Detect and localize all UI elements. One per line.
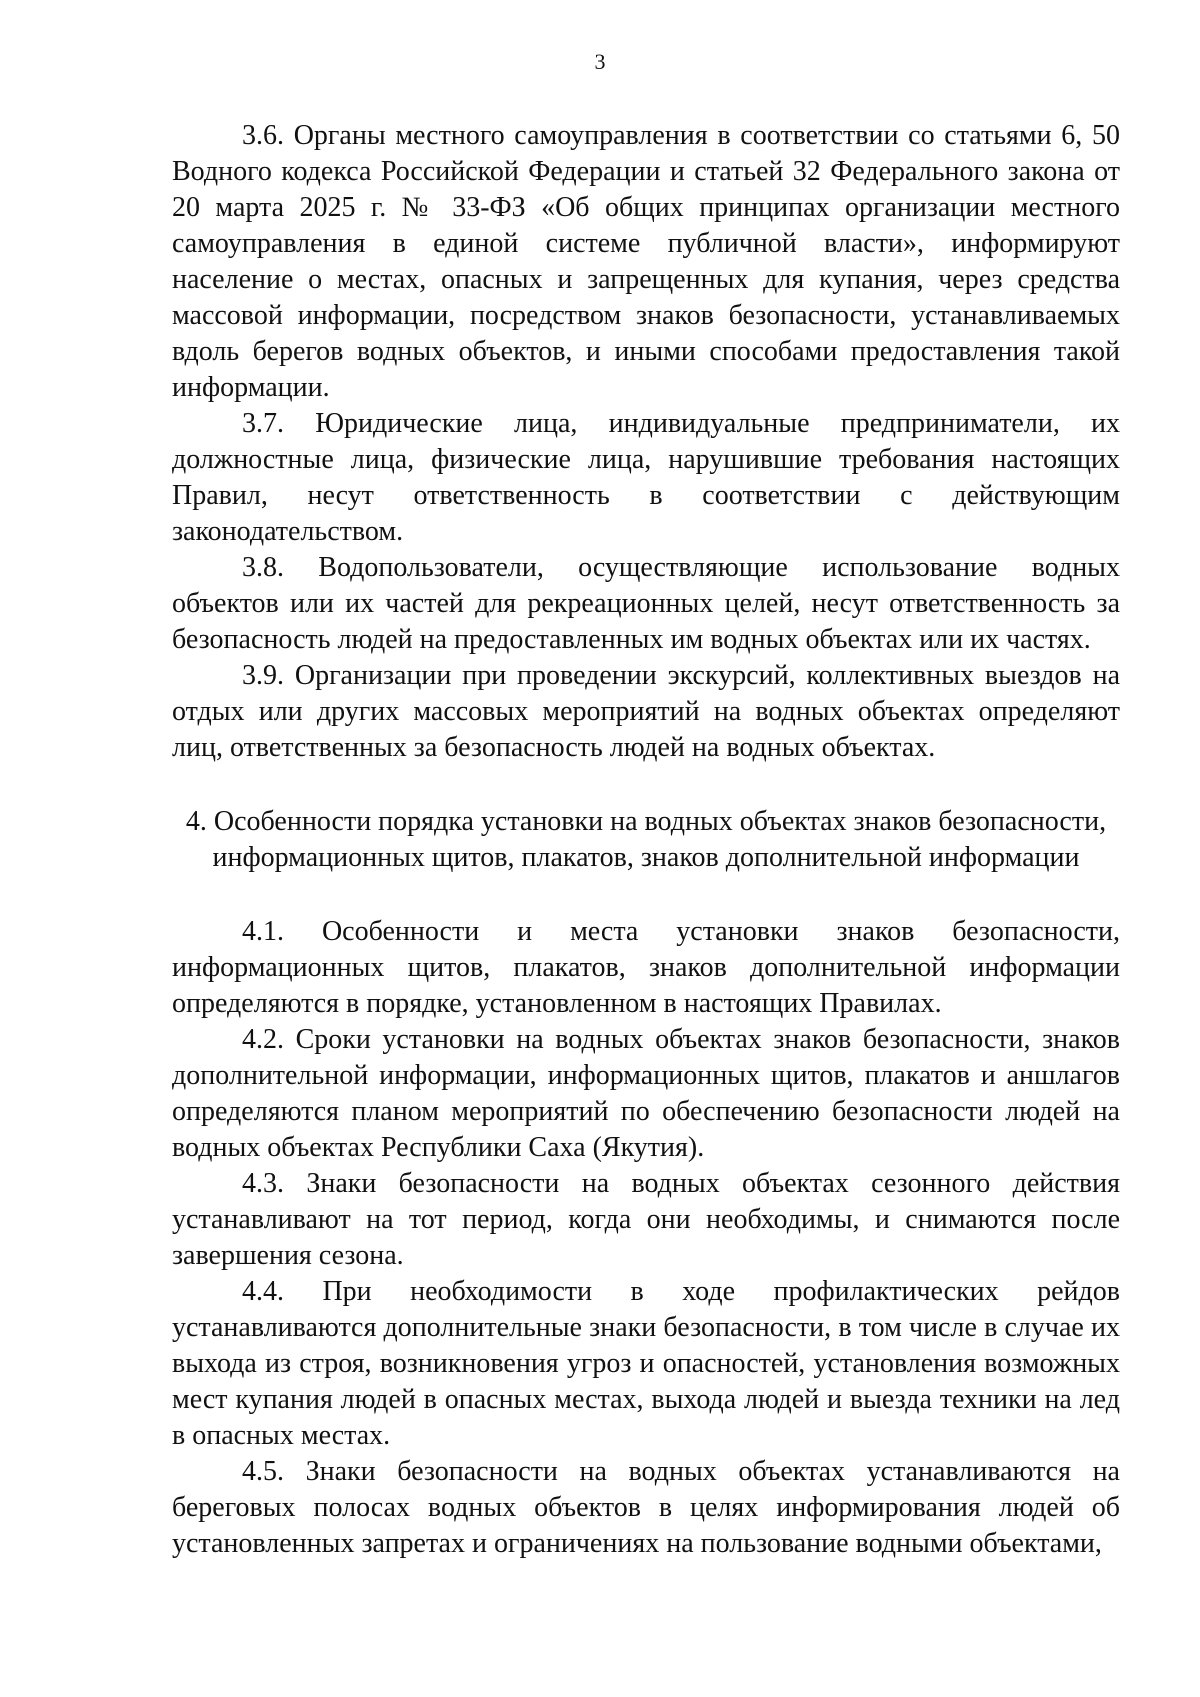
paragraph-4-2: 4.2. Сроки установки на водных объектах знаков безопасности, знаков дополнительной информации, информационных щитов, плакатов и аншлагов определяются планом мероприятий по обеспечению безопасности людей на водных объектах Республики Саха (Якутия).: [172, 1024, 1120, 1163]
paragraph-4-5: 4.5. Знаки безопасности на водных объектах устанавливаются на береговых полосах водных объектов в целях информирования людей об установленных запретах и ограничениях на пользование водными объектами,: [172, 1456, 1120, 1559]
paragraph-4-4: 4.4. При необходимости в ходе профилактических рейдов устанавливаются дополнительные знаки безопасности, в том числе в случае их выхода из строя, возникновения угроз и опасностей, установления возможных мест купания людей в опасных местах, выхода людей и выезда техники на лед в опасных местах.: [172, 1276, 1120, 1451]
paragraph-3-7: 3.7. Юридические лица, индивидуальные предприниматели, их должностные лица, физические лица, нарушившие требования настоящих Правил, несут ответственность в соответствии с действующим законодательством.: [172, 408, 1120, 547]
section-heading-4: [172, 804, 1120, 876]
paragraph-3-8: 3.8. Водопользователи, осуществляющие использование водных объектов или их частей для рекреационных целей, несут ответственность за безопасность людей на предоставленных им водных объектах или их частях.: [172, 552, 1120, 655]
paragraph-3-6: 3.6. Органы местного самоуправления в соответствии со статьями 6, 50 Водного кодекса Российской Федерации и статьей 32 Федерального закона от 20 марта 2025 г. № 33-ФЗ «Об общих принципах организации местного самоуправления в единой системе публичной власти», информируют население о местах, опасных и запрещенных для купания, через средства массовой информации, посредством знаков безопасности, устанавливаемых вдоль берегов водных объектов, и иными способами предоставления такой информации.: [172, 120, 1120, 403]
paragraph-3-9: 3.9. Организации при проведении экскурсий, коллективных выездов на отдых или других массовых мероприятий на водных объектах определяют лиц, ответственных за безопасность людей на водных объектах.: [172, 660, 1120, 763]
document-body: [172, 118, 1120, 1562]
section-heading-line-1: 4. Особенности порядка установки на водных объектах знаков безопасности,: [185, 806, 1107, 837]
paragraph-4-1: 4.1. Особенности и места установки знаков безопасности, информационных щитов, плакатов, знаков дополнительной информации определяются в порядке, установленном в настоящих Правилах.: [172, 916, 1120, 1019]
page-number: 3: [594, 49, 606, 74]
section-heading-line-2: информационных щитов, плакатов, знаков дополнительной информации: [212, 842, 1080, 873]
paragraph-4-3: 4.3. Знаки безопасности на водных объектах сезонного действия устанавливают на тот период, когда они необходимы, и снимаются после завершения сезона.: [172, 1168, 1120, 1271]
